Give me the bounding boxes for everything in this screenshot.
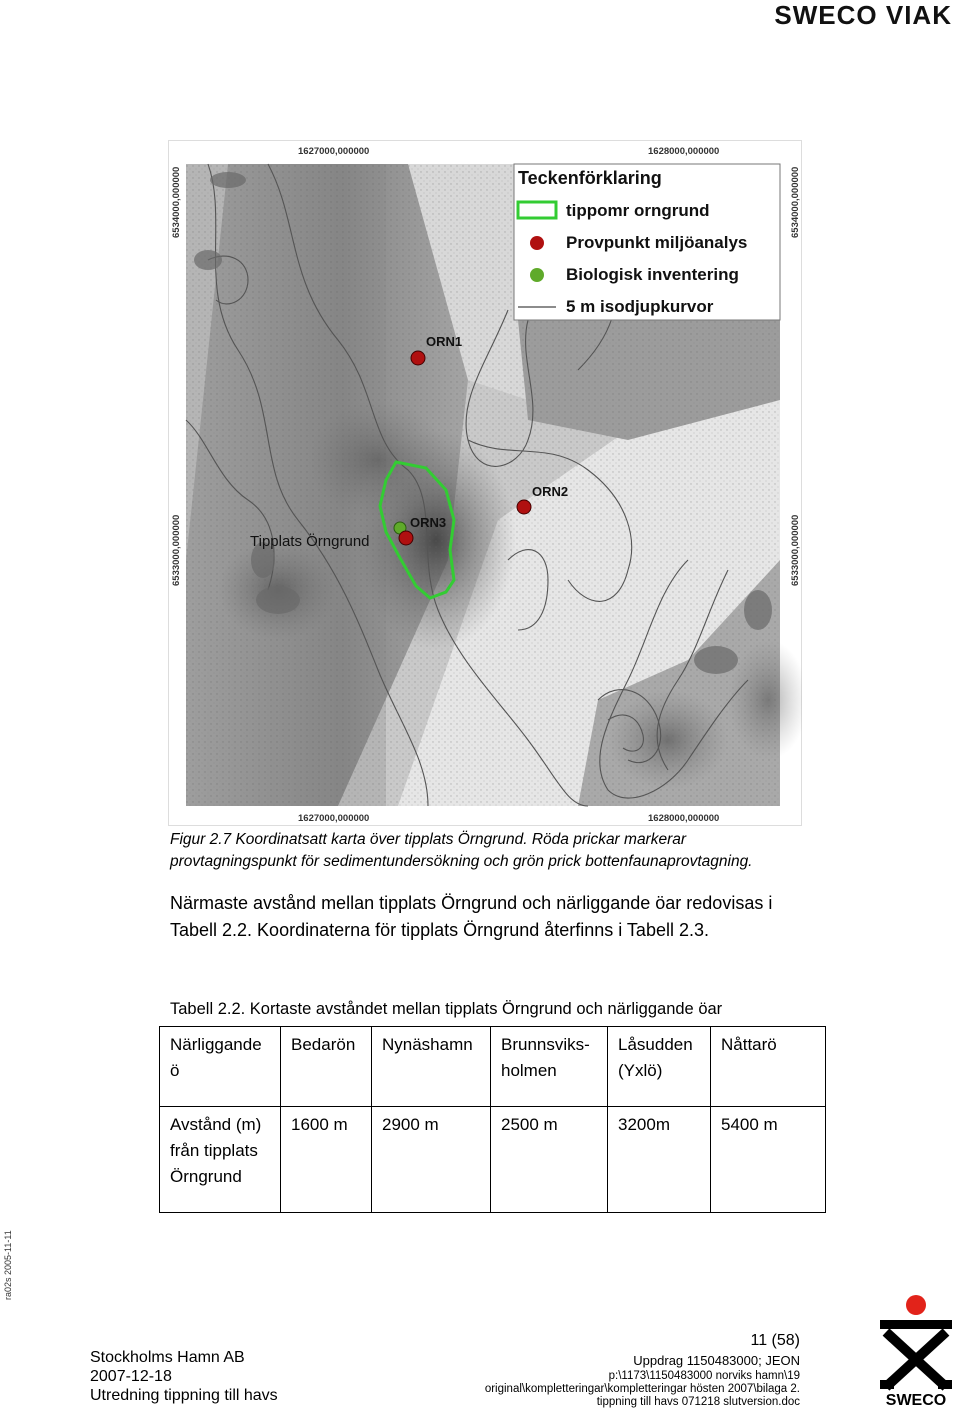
caption-line-2: provtagningspunkt för sedimentundersökning och grön prick bottenfaunaprovtagning. xyxy=(170,853,753,870)
body-paragraph: Närmaste avstånd mellan tipplats Örngrund och närliggande öar redovisas i Tabell 2.2. Koordinaterna för tipplats Örngrund återfinns i Tabell 2.3. xyxy=(170,893,773,940)
caption-line-1: Figur 2.7 Koordinatsatt karta över tipplats Örngrund. Röda prickar markerar xyxy=(170,831,687,848)
table-header-row xyxy=(160,1027,826,1107)
coord-bottom-right: 1628000,000000 xyxy=(648,813,720,824)
sweco-logo-text: SWECO xyxy=(885,1392,947,1409)
orn3-point xyxy=(399,531,413,545)
legend-item-sample: Provpunkt miljöanalys xyxy=(566,233,748,252)
legend-green-dot-icon xyxy=(530,268,544,282)
footer-assignment: Uppdrag 1150483000; JEON xyxy=(633,1353,800,1368)
coord-top-right: 1628000,000000 xyxy=(648,146,720,157)
figure-caption xyxy=(170,829,810,873)
coord-right-lower: 6533000,000000 xyxy=(790,514,801,586)
footer-company: Stockholms Hamn AB xyxy=(90,1349,245,1366)
table-cell: Bedarön xyxy=(281,1027,372,1107)
page-number: 11 (58) xyxy=(750,1332,800,1349)
table-caption: Tabell 2.2. Kortaste avståndet mellan tipplats Örngrund och närliggande öar xyxy=(170,1000,723,1018)
sweco-footer-logo xyxy=(876,1292,956,1410)
coord-left-lower: 6533000,000000 xyxy=(171,514,182,586)
orn1-point xyxy=(411,351,425,365)
orn2-label: ORN2 xyxy=(532,484,569,499)
table-cell: 2900 m xyxy=(372,1107,491,1213)
table-cell: Brunnsviks-holmen xyxy=(491,1027,608,1107)
legend-red-dot-icon xyxy=(530,236,544,250)
footer-path-3: tippning till havs 071218 slutversion.doc xyxy=(596,1396,800,1408)
table-cell: 1600 m xyxy=(281,1107,372,1213)
map-legend xyxy=(514,164,780,320)
table-cell: Avstånd (m) från tipplats Örngrund xyxy=(160,1107,281,1213)
table-cell: 5400 m xyxy=(711,1107,826,1213)
table-cell: Nåttarö xyxy=(711,1027,826,1107)
sweco-logo-icon xyxy=(876,1292,956,1410)
table-cell: Närliggande ö xyxy=(160,1027,281,1107)
side-stamp: ra02s 2005-11-11 xyxy=(3,1230,13,1300)
table-cell: Nynäshamn xyxy=(372,1027,491,1107)
legend-item-contour: 5 m isodjupkurvor xyxy=(566,297,714,316)
seabed-map xyxy=(168,140,802,826)
footer-path-1: p:\1173\1150483000 norviks hamn\19 xyxy=(608,1370,800,1382)
sweco-viak-logo: SWECO VIAK xyxy=(774,0,952,30)
footer-title: Utredning tippning till havs xyxy=(90,1387,278,1404)
table-cell: Låsudden (Yxlö) xyxy=(608,1027,711,1107)
legend-item-site: tippomr orngrund xyxy=(566,201,710,220)
footer-path-2: original\kompletteringar\kompletteringar hösten 2007\bilaga 2. xyxy=(484,1383,800,1395)
site-label: Tipplats Örngrund xyxy=(250,533,370,550)
legend-item-bio: Biologisk inventering xyxy=(566,265,739,284)
table-cell: 2500 m xyxy=(491,1107,608,1213)
legend-title: Teckenförklaring xyxy=(518,168,662,188)
orn2-point xyxy=(517,500,531,514)
map-figure xyxy=(168,140,802,826)
coord-bottom-left: 1627000,000000 xyxy=(298,813,370,824)
table-cell: 3200m xyxy=(608,1107,711,1213)
distance-table xyxy=(159,1026,826,1213)
footer-date: 2007-12-18 xyxy=(90,1368,172,1385)
table-row xyxy=(160,1107,826,1213)
orn3-label: ORN3 xyxy=(410,515,447,530)
coord-right-upper: 6534000,000000 xyxy=(790,166,801,238)
coord-left-upper: 6534000,000000 xyxy=(171,166,182,238)
orn1-label: ORN1 xyxy=(426,334,463,349)
coord-top-left: 1627000,000000 xyxy=(298,146,370,157)
